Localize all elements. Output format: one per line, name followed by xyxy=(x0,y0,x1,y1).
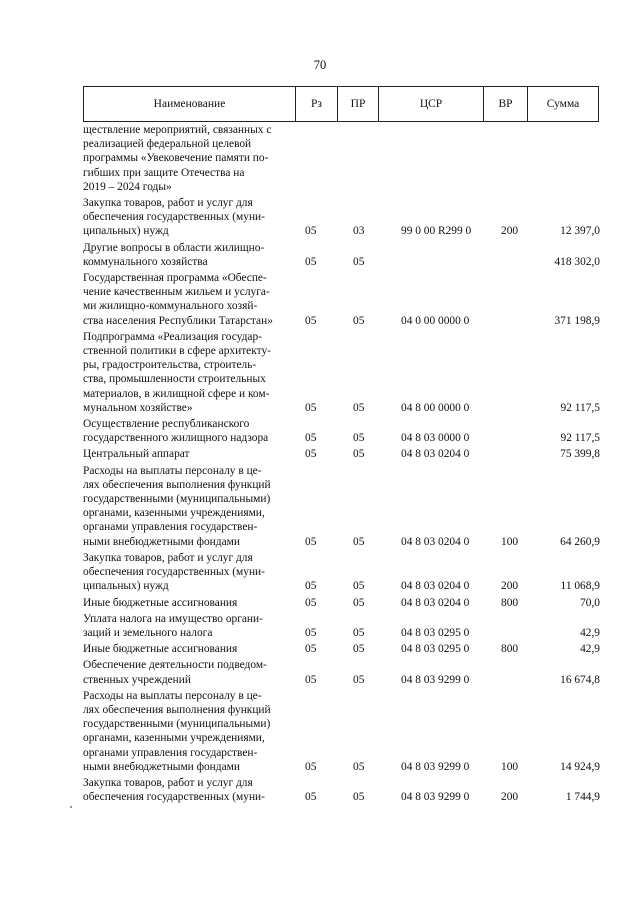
row-rz: 05 xyxy=(305,580,317,593)
row-vr: 100 xyxy=(501,535,519,548)
row-csr: 99 0 00 R299 0 xyxy=(401,225,472,238)
table-row xyxy=(83,123,603,194)
row-csr: 04 8 03 0204 0 xyxy=(401,580,470,593)
row-sum: 92 117,5 xyxy=(560,401,600,414)
row-csr: 04 8 03 0204 0 xyxy=(401,596,470,609)
header-name: Наименование xyxy=(84,87,296,121)
row-rz: 05 xyxy=(305,673,317,686)
row-pr: 05 xyxy=(353,580,365,593)
row-csr: 04 8 03 0295 0 xyxy=(401,626,470,639)
row-pr: 05 xyxy=(353,760,365,773)
row-rz: 05 xyxy=(305,791,317,804)
row-name: Расходы на выплаты персоналу в це- лях обеспечения выполнения функций государственными (муниципальными) органами, казенными учреждениями, органами управления государствен- ными внебюджетными фондами xyxy=(83,689,271,773)
table-row xyxy=(83,612,603,640)
row-name: Подпрограмма «Реализация государ- ственной политики в сфере архитекту- ры, градостроительства, строитель- ства, промышленности строительных материалов, в жилищной сфере и ком- мунальном хозяйстве» xyxy=(83,330,271,414)
row-rz: 05 xyxy=(305,448,317,461)
table-row xyxy=(83,241,603,269)
row-sum: 92 117,5 xyxy=(560,432,600,445)
table-header xyxy=(83,86,599,122)
row-vr: 200 xyxy=(501,791,519,804)
table-row xyxy=(83,642,603,656)
row-sum: 42,9 xyxy=(580,626,600,639)
table-row xyxy=(83,464,603,549)
row-sum: 75 399,8 xyxy=(560,448,600,461)
row-csr: 04 0 00 0000 0 xyxy=(401,314,470,327)
row-name: Обеспечение деятельности подведом- ственных учреждений xyxy=(83,659,267,686)
row-csr: 04 8 03 0204 0 xyxy=(401,448,470,461)
row-rz: 05 xyxy=(305,643,317,656)
row-pr: 05 xyxy=(353,673,365,686)
row-rz: 05 xyxy=(305,314,317,327)
scan-speck xyxy=(70,806,72,808)
row-name: Осуществление республиканского государственного жилищного надзора xyxy=(83,418,269,445)
table-row xyxy=(83,417,603,445)
row-vr: 200 xyxy=(501,225,519,238)
row-sum: 1 744,9 xyxy=(565,791,600,804)
row-name: Уплата налога на имущество органи- заций и земельного налога xyxy=(83,612,263,639)
table-row xyxy=(83,689,603,774)
table-body xyxy=(83,123,603,806)
row-csr: 04 8 03 9299 0 xyxy=(401,673,470,686)
table-row xyxy=(83,551,603,594)
row-name: Закупка товаров, работ и услуг для обеспечения государственных (муни- xyxy=(83,776,265,804)
row-sum: 70,0 xyxy=(580,596,600,609)
row-sum: 418 302,0 xyxy=(554,255,600,268)
row-pr: 05 xyxy=(353,401,365,414)
row-csr: 04 8 03 0204 0 xyxy=(401,535,470,548)
row-name: Расходы на выплаты персоналу в це- лях обеспечения выполнения функций государственными (муниципальными) органами, казенными учреждениями, органами управления государствен- ными внебюджетными фондами xyxy=(83,464,271,548)
row-pr: 05 xyxy=(353,626,365,639)
row-rz: 05 xyxy=(305,535,317,548)
row-name: ществление мероприятий, связанных с реализацией федеральной целевой программы «Увековечение памяти по- гибших при защите Отечества на 2019 – 2024 годы» xyxy=(83,124,272,193)
row-csr: 04 8 03 9299 0 xyxy=(401,791,470,804)
row-sum: 12 397,0 xyxy=(560,225,600,238)
row-rz: 05 xyxy=(305,596,317,609)
row-pr: 05 xyxy=(353,255,365,268)
row-pr: 05 xyxy=(353,791,365,804)
row-pr: 05 xyxy=(353,535,365,548)
header-sum: Сумма xyxy=(546,98,580,110)
row-sum: 42,9 xyxy=(580,643,600,656)
row-rz: 05 xyxy=(305,401,317,414)
row-pr: 03 xyxy=(353,225,365,238)
row-rz: 05 xyxy=(305,760,317,773)
table-row xyxy=(83,271,603,328)
row-name: Закупка товаров, работ и услуг для обеспечения государственных (муни- ципальных) нужд xyxy=(83,197,265,238)
row-csr: 04 8 03 0295 0 xyxy=(401,643,470,656)
row-rz: 05 xyxy=(305,432,317,445)
row-sum: 371 198,9 xyxy=(554,314,600,327)
header-rz: Рз xyxy=(296,87,338,121)
page-number: 70 xyxy=(313,58,327,72)
row-vr: 800 xyxy=(501,643,519,656)
row-rz: 05 xyxy=(305,626,317,639)
row-name: Иные бюджетные ассигнования xyxy=(83,643,238,656)
row-rz: 05 xyxy=(305,225,317,238)
row-pr: 05 xyxy=(353,596,365,609)
header-csr: ЦСР xyxy=(379,87,484,121)
table-row xyxy=(83,776,603,804)
table-row xyxy=(83,658,603,686)
row-csr: 04 8 03 0000 0 xyxy=(401,432,470,445)
header-vr: ВР xyxy=(484,87,528,121)
row-name: Иные бюджетные ассигнования xyxy=(83,596,238,609)
row-name: Закупка товаров, работ и услуг для обеспечения государственных (муни- ципальных) нужд xyxy=(83,551,265,593)
row-pr: 05 xyxy=(353,432,365,445)
row-pr: 05 xyxy=(353,448,365,461)
table-row xyxy=(83,447,603,461)
header-pr: ПР xyxy=(338,87,379,121)
row-sum: 11 068,9 xyxy=(560,580,600,593)
row-pr: 05 xyxy=(353,314,365,327)
row-sum: 14 924,9 xyxy=(560,760,600,773)
row-rz: 05 xyxy=(305,255,317,268)
row-name: Центральный аппарат xyxy=(83,448,190,461)
row-vr: 200 xyxy=(501,580,519,593)
row-name: Другие вопросы в области жилищно- коммунального хозяйства xyxy=(83,241,265,268)
row-pr: 05 xyxy=(353,643,365,656)
row-vr: 100 xyxy=(501,760,519,773)
table-row xyxy=(83,196,603,239)
row-name: Государственная программа «Обеспе- чение качественным жильем и услуга- ми жилищно-коммунального хозяй- ства населения Республики Татарстан» xyxy=(83,272,273,327)
row-sum: 16 674,8 xyxy=(560,673,600,686)
row-vr: 800 xyxy=(501,596,519,609)
table-row xyxy=(83,596,603,610)
row-sum: 64 260,9 xyxy=(560,535,600,548)
row-csr: 04 8 00 0000 0 xyxy=(401,401,470,414)
table-row xyxy=(83,330,603,415)
row-csr: 04 8 03 9299 0 xyxy=(401,760,470,773)
